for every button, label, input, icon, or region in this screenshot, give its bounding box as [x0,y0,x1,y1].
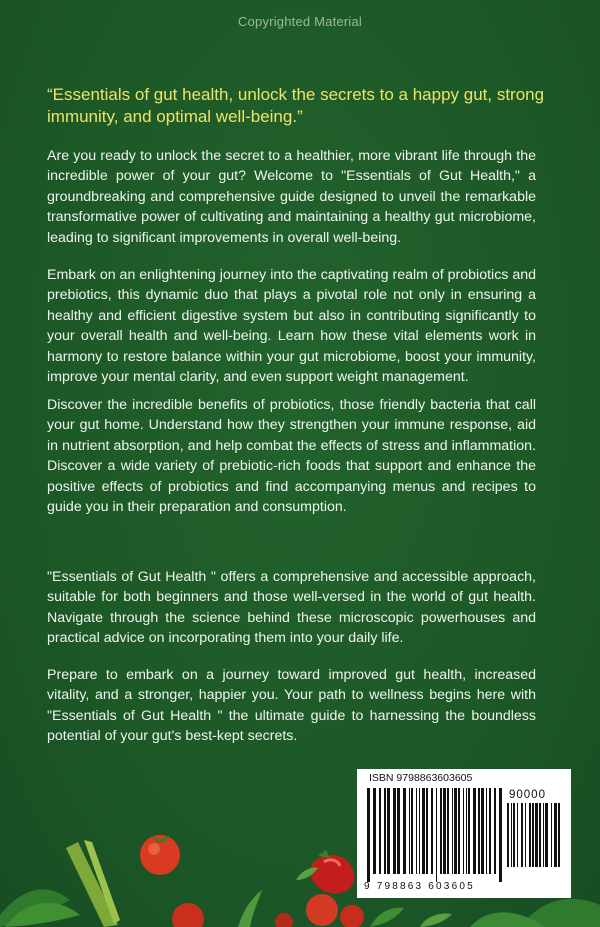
barcode-bar [466,788,467,874]
barcode-bar [452,788,453,874]
barcode-bar [511,803,512,867]
barcode-bar [535,803,538,867]
barcode-bar [447,788,449,874]
isbn-barcode [357,769,571,898]
description-paragraph-1: Are you ready to unlock the secret to a healthier, more vibrant life through the incredible power of your gut? Welcome to "Essentials of Gut Health," a groundbreaking and comprehensive guide designed to unveil the remarkable transformative power of cultivating and maintaining a healthy gut microbiome, leading to significant improvements in overall well-being. [47,148,536,246]
barcode-bar [403,788,406,874]
barcode-bar [539,803,541,867]
copyright-watermark: Copyrighted Material [238,14,362,29]
barcode-bar [507,803,509,867]
barcode-bar [411,788,413,874]
barcode-bar [543,803,544,867]
description-paragraph-3: Discover the incredible benefits of probiotics, those friendly bacteria that call your gut home. Understand how they strengthen your immune response, aid in nutrient absorption, and help combat the effects of stress and inflammation. Discover a wide variety of prebiotic-rich foods that support and enhance the positive effects of probiotics and find accompanying menus and recipes to guide you in their preparation and consumption. [47,397,536,516]
barcode-bar [521,803,523,867]
barcode-bar [409,788,410,874]
barcode-bar [393,788,396,874]
barcode-bar [397,788,400,874]
barcode-bar [468,788,470,874]
price-addon-bars [507,803,563,875]
barcode-bar [529,803,531,867]
barcode-bar [463,788,464,874]
barcode-bar [486,788,487,874]
barcode-bar [454,788,457,874]
barcode-bar [554,803,557,867]
barcode-bar [494,788,496,874]
barcode-bar [558,803,560,867]
barcode-bar [367,788,370,882]
barcode-bar [426,788,428,874]
barcode-bar [422,788,425,874]
barcode-bar [384,788,386,874]
barcode-bar [551,803,552,867]
barcode-bar [489,788,491,874]
barcode-bar [499,788,502,882]
barcode-bar [419,788,420,874]
barcode-bar [513,803,515,867]
barcode-digits: 9 798863 603605 [364,881,475,892]
barcode-bar [532,803,534,867]
description-paragraph-4: "Essentials of Gut Health " offers a comprehensive and accessible approach, suitable for both beginners and those well-versed in the world of gut health. Navigate through the science behind these microscopic powerhouses and practical advice on incorporating them into your daily life. [47,569,536,647]
barcode-bar [379,788,381,874]
barcode-bar [373,788,376,874]
description-paragraph-5: Prepare to embark on a journey toward improved gut health, increased vitality, and a stronger, happier you. Your path to wellness begins here with "Essentials of Gut Health " the ultimate guide to harnessing the boundless potential of your gut's best-kept secrets. [47,667,536,745]
barcode-bar [458,788,460,874]
barcode-bar [525,803,526,867]
book-tagline: “Essentials of gut health, unlock the secrets to a happy gut, strong immunity, and optimal well-being.” [47,85,545,126]
description-paragraph-2: Embark on an enlightening journey into the captivating realm of probiotics and prebiotics, this dynamic duo that plays a pivotal role not only in ensuring a healthy and efficient digestive system but also in contributing significantly to your overall health and well-being. Learn how these vital elements work in harmony to restore balance within your gut microbiome, boost your immunity, improve your mental clarity, and even support weight management. [47,267,536,386]
barcode-bar [440,788,442,874]
barcode-bar [431,788,433,874]
barcode-bar [545,803,548,867]
barcode-bar [436,788,437,882]
barcode-bar [517,803,518,867]
barcode-bar [416,788,417,874]
barcode-bar [473,788,476,874]
barcode-bar [481,788,484,874]
barcode-bar [478,788,480,874]
barcode-bar [443,788,446,874]
isbn-label: ISBN 9798863603605 [369,772,473,784]
ean-barcode-bars [367,788,503,882]
barcode-bar [387,788,390,874]
price-code: 90000 [509,789,546,801]
